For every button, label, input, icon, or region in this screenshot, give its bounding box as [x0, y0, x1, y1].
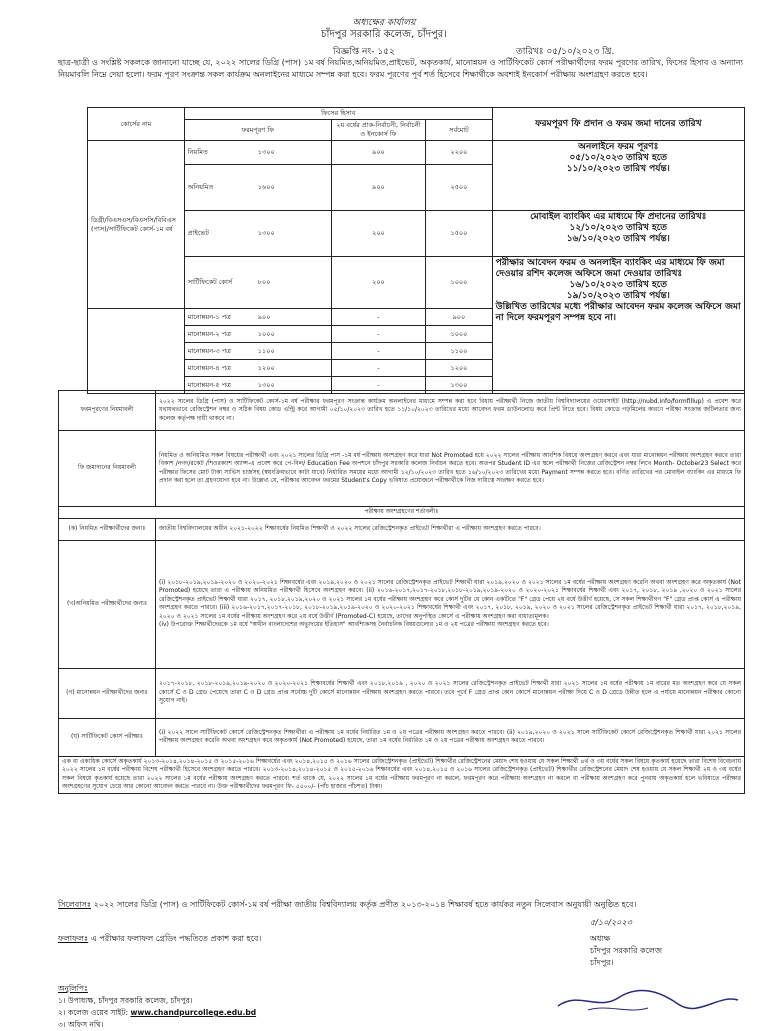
result-text: এ পরীক্ষার ফলাফল গ্রেডিং পদ্ধতিতে প্রকাশ করা হবে।	[90, 934, 262, 943]
website-link[interactable]: www.chandpurcollege.edu.bd	[130, 1008, 257, 1017]
fee-row-cat: মানোন্নয়ন-৫ পত্র ১৩০০	[184, 377, 331, 394]
fee-row-cat: মানোন্নয়ন-১ পত্র ৯০০	[184, 309, 331, 326]
conditions-header: পরীক্ষায় অংশগ্রহণের শর্তাবলীঃ	[59, 507, 745, 519]
col-form-fee: ফরমপূরণ ফি	[184, 120, 331, 141]
copy-item: ১। উপাধ্যক্ষ, চাঁদপুর সরকারি কলেজ, চাঁদপুর।	[58, 996, 193, 1005]
signatory-city: চাঁদপুর।	[590, 958, 614, 967]
form-rules-label: ফরমপূরণের নিয়মাবলী	[59, 391, 156, 431]
special-note: এক বা একাধিক কোর্সে অকৃতকার্য ২০১৩-২০১৪,২০১৪-২০১৫ ও ২০১৫-২০১৬ শিক্ষাবর্ষের এবং ২০১৪,২০১৫ ও ২০১৬ সালের রেজিস্ট্রেশনকৃত (প্রাইভেট) শিক্ষার্থীর রেজিস্ট্রেশনের মেয়াদ শেষ হওয়ায় যে সকল শিক্ষার্থী ৪র্থ ও ৩য় বর্ষের সকল বিষয়ে কৃতকার্য হয়েছে তারা বিশেষ বিবেচনায় ২০২২ সালের ১ম বর্ষের পরীক্ষায় বিশেষ পরীক্ষার্থী হিসেবে অংশগ্রহণ করতে পারবে। ২০১৩-২০১৪,২০১৪-২০১৫ ও ২০১৫-২০১৬ শিক্ষাবর্ষের এবং ২০১৪,২০১৫ ও ২০১৬ সালের রেজিস্ট্রেশনকৃত (প্রাইভেট) শিক্ষার্থীর রেজিস্ট্রেশনের মেয়াদ শেষ হওয়ায় যে সকল শিক্ষার্থী ২য় ও ৩য় বর্ষের সকল বিষয়ে কৃতকার্য হয়েছে তারা ২০২২ সালের ১ম বর্ষের পরীক্ষায় অংশগ্রহণ করতে পারবে। শর্ত থাকে যে, ২০২২ সালের ১ম বর্ষের পরীক্ষায় ফরমপূরণ না করলে, ফরমপূরণ করে পরীক্ষায় অংশগ্রহণ না করলে বা পরীক্ষায় অংশগ্রহণ করে পুনরায় অকৃতকার্য হলে ভবিষ্যতে পরীক্ষার অংশগ্রহণের সুযোগ চেয়ে আর কোনো আবেদন করতে পারবে না। উক্ত পরীক্ষার্থীদের ফরমপূরণ ফি- ৫৫০০/- (পাঁচ হাজার পাঁচশত) টাকা।	[59, 756, 745, 793]
course-name: ডিগ্রী/বিএসএস/বিএসসি/বিবিএস (পাস)/সার্টিফিকেট কোর্স-১ম বর্ষ	[88, 141, 185, 309]
signatory-college: চাঁদপুর সরকারি কলেজ	[590, 946, 662, 955]
schedule-online: অনলাইনে ফরম পূরণঃ ০৫/১০/২০২৩ তারিখ হতে ১১/১০/২০২৩ তারিখ পর্যন্ত।	[492, 141, 744, 211]
syllabus-label: সিলেবাসঃ	[58, 900, 92, 909]
fee-row-other: -	[331, 360, 426, 377]
college-heading: চাঁদপুর সরকারি কলেজ, চাঁদপুর।	[321, 29, 447, 40]
fee-row-cat: মানোন্নয়ন-৪ পত্র ১২০০	[184, 360, 331, 377]
signatory-title: অধ্যক্ষ	[590, 934, 611, 943]
fee-row-other: ৯০০	[331, 165, 426, 211]
fee-row-other: -	[331, 326, 426, 343]
fee-row-total: ১২০০	[426, 360, 492, 377]
fee-row-cat: মানোন্নয়ন-৩ পত্র ১১০০	[184, 343, 331, 360]
fee-rules-label: ফি জমাদানের নিয়মাবলী	[59, 431, 156, 507]
syllabus-line	[58, 898, 748, 911]
signature-initials: ৫/১০/২০২৩	[590, 918, 632, 927]
result-label: ফলাফলঃ	[58, 934, 89, 943]
fee-row-other: -	[331, 309, 426, 326]
certificate-label: (ঘ) সার্টিফিকেট কোর্স পরীক্ষাঃ	[59, 718, 156, 756]
fee-row-total: ১১০০	[426, 343, 492, 360]
fee-row-other: ২০০	[331, 257, 426, 309]
office-heading: অধ্যক্ষের কার্যালয়	[352, 18, 416, 28]
signature-block	[590, 933, 662, 969]
notice-date: তারিখঃ ০৫/১০/২০২৩ খ্রি.	[516, 47, 615, 57]
fee-row-other: ২০০	[331, 211, 426, 257]
fee-row-total: ১০০০	[426, 326, 492, 343]
fee-row-total: ১৫০০	[426, 211, 492, 257]
form-rules-text: ২০২২ সালের ডিগ্রি (পাস) ও সার্টিফিকেট কোর্স-১ম বর্ষ পরীক্ষার ফরমপূরণ সংক্রান্ত কার্যক্রম অনলাইনের মাধ্যমে সম্পন্ন করা হবে বিধায় পরীক্ষার্থী নিজে জাতীয় বিশ্ববিদ্যালয়ের ওয়েবসাইট (http://nubd.info/formfillup) এ প্রবেশ করে যথাযথভাবে রেজিস্ট্রেশন নম্বর ও সঠিক বিষয় কোড এন্ট্রি করে আগামী ০৫/১০/২০২৩ তারিখ হতে ১১/১০/২০২৩ তারিখের মধ্যে আবেদন ফরম ডাউনলোড করে প্রিন্ট নিতে হবে। বিষয় কোডে গড়মিলের কারণে পরীক্ষা সংক্রান্ত জটিলতার জন্য কলেজ কর্তৃপক্ষ দায়ী থাকবে না।	[156, 391, 745, 431]
fee-row-cat: নিয়মিত ১৩০০	[184, 141, 331, 165]
fee-rules-text: নিয়মিত ও অনিয়মিত সকল বিষয়ের পরীক্ষার্থী এবং ২০২১ সালের ডিগ্রি পাস -১ম বর্ষ পরীক্ষায় অংশগ্রহণ করে যারা Not Promoted হয়ে ২০২২ সালের পরীক্ষায় আংশিক বিষয়ে অংশগ্রহণ করবে এবং যারা মানোন্নয়ন পরীক্ষায় অংশগ্রহণ করবে তারা বিকাশ /নগদ/রকেট /শিওরক্যাশ অ্যাপ্স-এ প্রবেশ করে পে-বিল/ Education Fee অপশনে চাঁদপুর সরকারি কলেজ নির্বাচন করতে হবে। অতপর Student ID এর স্থলে পরীক্ষার্থী নিজের রেজিস্ট্রেশন নম্বর লিখে Month- October23 Select করে পরীক্ষার ফিসের মোট টাকা সার্ভিস চার্জসহ (স্বয়ংক্রিয়ভাবে কাটা যাবে) নির্ধারিত সময়ের মধ্যে আগামী ১২/১০/২০২৩ তারিখ হতে ১৬/১০/২০২৩ তারিখের মধ্যে Payment সম্পন্ন করতে হবে। বর্ণিত তারিখের পর মোবাইল ব্যাংকিং এর মাধ্যমে ফি প্রদান করা হলে তা গ্রহণযোগ্য হবে না। উল্লেখ্য যে, পরীক্ষার আবেদন ফরমের Student's Copy ভবিষ্যত প্রয়োজনে পরীক্ষার্থীকে নিজ দায়িত্বে সংরক্ষণ করতে হবে।	[156, 431, 745, 507]
schedule-mobile-banking: মোবাইল ব্যাংকিং এর মাধ্যমে ফি প্রদানের তারিখঃ ১২/১০/২০২৩ তারিখ হতে ১৬/১০/২০২৩ তারিখ পর্যন্ত।	[492, 211, 744, 257]
intro-paragraph: ছাত্র-ছাত্রী ও সংশ্লিষ্ট সকলকে জানানো যাচ্ছে যে, ২০২২ সালের ডিগ্রি (পাস) ১ম বর্ষ নিয়মিত,অনিয়মিত,প্রাইভেট, অকৃতকার্য, মানোন্নয়ন ও সার্টিফিকেট কোর্স পরীক্ষার্থীদের ফরম পূরণের তারিখ, ফিসের হিসাব ও অন্যান্য নিয়মাবলি নিম্নে দেয়া হলো। ফরম পূরণ সংক্রান্ত সকল কার্যক্রম অনলাইনের মাধ্যমে সম্পন্ন করা হবে। ফরম পূরণের পূর্ব শর্ত হিসেবে শিক্ষার্থীকে অবশ্যই ইনকোর্স পরীক্ষায় অংশগ্রহণ করতে হবে।	[58, 58, 743, 79]
fee-row-other: -	[331, 343, 426, 360]
memo-number: বিজ্ঞপ্তি নং- ১৫২	[333, 47, 395, 57]
fee-row-other: ৯০০	[331, 141, 426, 165]
regular-label: (ক) নিয়মিত পরীক্ষার্থীদের জন্যঃ	[59, 518, 156, 540]
fee-row-total: ৯০০	[426, 309, 492, 326]
regular-text: জাতীয় বিশ্ববিদ্যালয়ের অধীন ২০২১-২০২২ শিক্ষাবর্ষের নিয়মিত শিক্ষার্থী ও ২০২২ সালের রেজিস্ট্রেশনকৃত প্রাইভেট শিক্ষার্থীরা এ পরীক্ষায় অংশগ্রহণ করতে পারবে।	[156, 518, 745, 540]
fee-row-total: ২৫০০	[426, 165, 492, 211]
improvement-text: ২০১৭-২০১৮, ২০১৮-২০১৯,২০১৯-২০২০ ও ২০২০-২০২১ শিক্ষাবর্ষের শিক্ষার্থী এবং ২০১৮,২০১৯ , ২০২০ ও ২০২১ সালের রেজিস্ট্রেশনকৃত প্রাইভেট শিক্ষার্থী যারা ২০২১ সালের ১ম বর্ষের পরীক্ষায় ১ম বারের মত অংশগ্রহণ করে যে সকল কোর্সে C ও D গ্রেড পেয়েছে তারা C ও D গ্রেড প্রাপ্ত সর্বোচ্চ দুটি কোর্সে মানোন্নয়ন পরীক্ষায় অংশগ্রহণ করতে পারবে। তবে পূর্বে F গ্রেড প্রাপ্ত কোন কোর্সে মানোন্নয়ন পরীক্ষা দিয়ে C ও D গ্রেডে উন্নীত হলে এ পর্যায়ে মানোন্নয়ন পরীক্ষার কোনো সুযোগ নাই।	[156, 668, 745, 718]
col-total: সর্বমোট	[426, 120, 492, 141]
rules-table	[58, 390, 745, 794]
course-header: কোর্সের নাম	[88, 108, 185, 141]
schedule-submission: পরীক্ষার আবেদন ফরম ও অনলাইন ব্যাংকিং এর মাধ্যমে ফি জমা দেওয়ার রশিদ কলেজ অফিসে জমা দেওয়ার তারিখঃ ১৬/১০/২০২৩ তারিখ হতে ১৯/১০/২০২৩ তারিখ পর্যন্ত। উল্লিখিত তারিখের মধ্যে পরীক্ষার আবেদন ফরম কলেজ অফিসে জমা না দিলে ফরমপূরণ সম্পন্ন হবে না।	[492, 257, 744, 394]
syllabus-text: ২০২২ সালের ডিগ্রি (পাস) ও সার্টিফিকেট কোর্স-১ম বর্ষ পরীক্ষা জাতীয় বিশ্ববিদ্যালয় কর্তৃক প্রণীত ২০১৩-২০১৪ শিক্ষাবর্ষ হতে কার্যকর নতুন সিলেবাস অনুযায়ী অনুষ্ঠিত হবে।	[93, 900, 637, 909]
fee-row-total: ২২০০	[426, 141, 492, 165]
fee-row-other: -	[331, 377, 426, 394]
fee-header: ফিসের হিসাব	[184, 108, 492, 120]
fee-row-total: ১৩০০	[426, 377, 492, 394]
fee-table	[87, 107, 745, 394]
fee-row-cat: মানোন্নয়ন-২ পত্র ১০০০	[184, 326, 331, 343]
copy-item: ৩। অফিস নথি।	[58, 1020, 104, 1029]
fee-row-cat: সার্টিফিকেট কোর্স ৮০০	[184, 257, 331, 309]
certificate-text: (i) ২০২২ সালে সার্টিফিকেট কোর্সে রেজিস্ট্রেশনকৃত শিক্ষার্থীরা এ পরীক্ষায় ১ম বর্ষের নির্ধারিত ১ম ও ২য় পত্রের পরীক্ষায় অংশগ্রহণ করতে পারবে। (ii) ২০১৯,২০২০ ও ২০২১ সালে সার্টিফিকেট কোর্সে রেজিস্ট্রেশনকৃত শিক্ষার্থী যারা ২০২১ সালের পরীক্ষায় অংশগ্রহণ করেনি অথবা অংশগ্রহণ করে অকৃতকার্য (Not Promoted) হয়েছে, তারা ১ম বর্ষের নির্ধারিত ১ম ও ২য় পত্রের পরীক্ষায় অংশগ্রহণ করতে পারবে।	[156, 718, 745, 756]
copy-item: ২। কলেজ ওয়েব সাইট: www.chandpurcollege.edu.bd	[58, 1008, 257, 1017]
result-line	[58, 933, 261, 946]
irregular-label: (খ)অনিয়মিত পরীক্ষার্থীদের জন্যঃ	[59, 540, 156, 668]
official-seal-signature	[548, 986, 748, 1016]
schedule-header: ফরমপূরণ ফি প্রদান ও ফরম জমা দানের তারিখ	[535, 119, 702, 129]
copy-label: অনুলিপিঃ	[58, 984, 88, 993]
fee-row-cat: প্রাইভেট ১৩০০	[184, 211, 331, 257]
improvement-label: (গ) মানোন্নয়ন পরীক্ষার্থীদের জন্যঃ	[59, 668, 156, 718]
fee-row-cat: অনিয়মিত ১৬০০	[184, 165, 331, 211]
fee-row-total: ১০০০	[426, 257, 492, 309]
col-other-fee: ২য় বর্ষের প্রাক-নির্বাচনী, নির্বাচনী ও ইনকোর্স ফি	[331, 120, 426, 141]
irregular-text: (i) ২০১৮-২০১৯,২০১৯-২০২০ ও ২০২০-২০২১ শিক্ষাবর্ষের এবং ২০১৯,২০২০ ও ২০২১ সালের রেজিস্ট্রেশনকৃত প্রাইভেট শিক্ষার্থী যারা ২০১৯,২০২০ ও ২০২১ সালের ১ম বর্ষের পরীক্ষায় অংশগ্রহণ করেনি অথবা অংশগ্রহণ করে অকৃতকার্য (Not Promoted) হয়েছে তারা এ পরীক্ষায় অনিয়মিত পরীক্ষার্থী হিসেবে অংশগ্রহণ করবে। (ii) ২০১৬-২০১৭,২০১৭-২০১৮,২০১৮-২০১৯,২০১৯-২০২০ ও ২০২০-২০২১ শিক্ষাবর্ষের শিক্ষার্থী এবং ২০১৭, ২০১৮, ২০১৯ ,২০২০ ও ২০২১ সালের রেজিস্ট্রেশনকৃত প্রাইভেট শিক্ষার্থী যারা ২০১৭, ২০১৮,২০১৯,২০২০ ও ২০২১ সালের ১ম বর্ষের পরীক্ষায় অংশগ্রহণ করে কোর্স দুটির যে কোন একটিতে "F" গ্রেড পেয়ে ২য় বর্ষে উত্তীর্ণ হয়েছে, সে সকল শিক্ষার্থীগণ "F" গ্রেড প্রাপ্ত কোর্স এ পরীক্ষায় অংশগ্রহণ করতে পারবে। (iii) ২০১৬-২০১৭,২০১৭-২০১৮, ২০১৮-২০১৯,২০১৯-২০২০ ও ২০২০-২০২১ শিক্ষাবর্ষের শিক্ষার্থী এবং ২০১৭, ২০১৮, ২০১৯, ২০২০ ও ২০২১ সালের রেজিস্ট্রেশনকৃত প্রাইভেট শিক্ষার্থী যারা ২০১৭, ২০১৮,২০১৯, ২০২০ ও ২০২১ সালের ১ম বর্ষের পরীক্ষায় অংশগ্রহণ করে ২য় বর্ষে উত্তীর্ণ (Promoted-C) হয়েছে, তাদের অনুপস্থিত কোর্সে এ পরীক্ষায় অংশগ্রহণ করা বাধ্যতামূলক। (iv) উপরোক্ত শিক্ষার্থীদেরকে ১ম বর্ষে "স্বাধীন বাংলাদেশের অভ্যুদয়ের ইতিহাস" আবশ্যিকসহ নৈর্বাচনিক বিষয়গুলোর ১ম ও ২য় পত্রের পরীক্ষায় অংশগ্রহণ করতে হবে।	[156, 540, 745, 668]
